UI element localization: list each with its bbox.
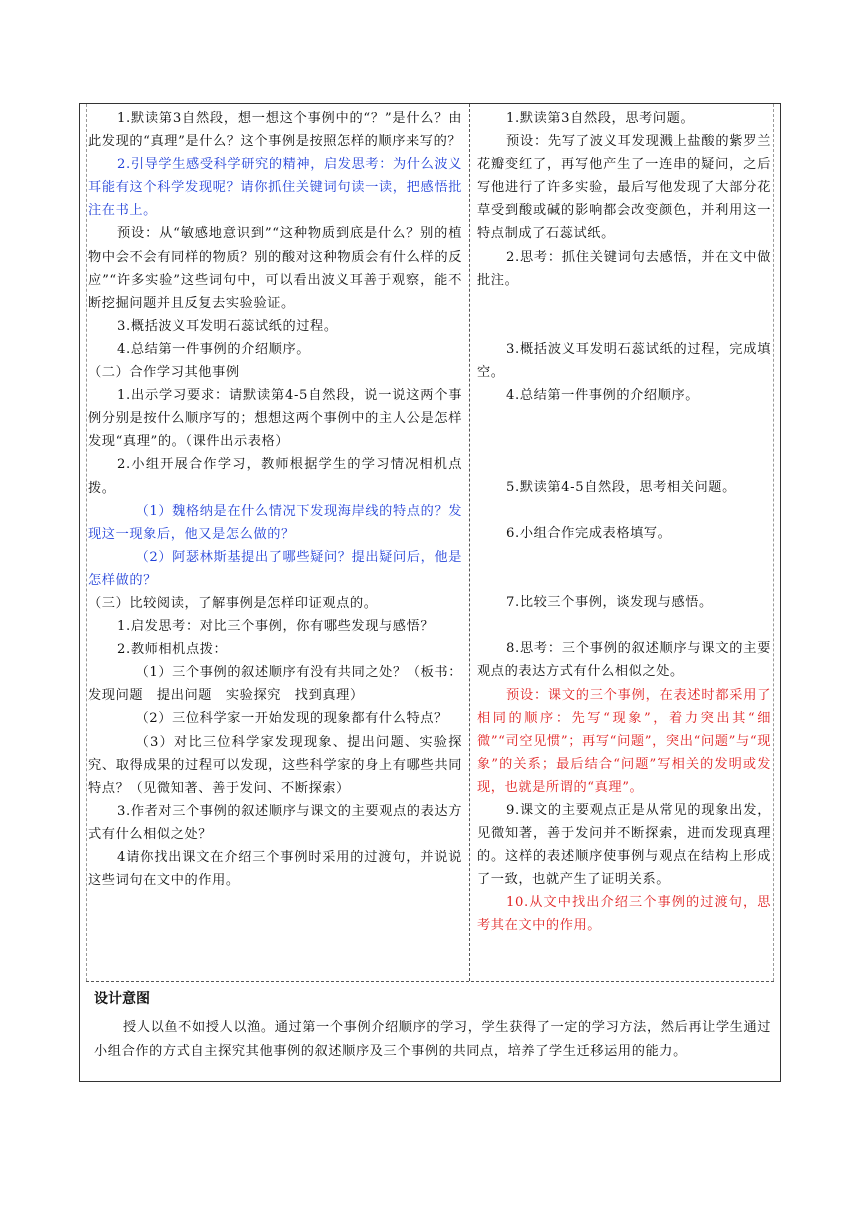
teacher-paragraph: 1.默读第3自然段，想一想这个事例中的“？”是什么？由此发现的“真理”是什么？这个事例是按照怎样的顺序来写的？ — [88, 111, 462, 150]
student-activity-column — [477, 107, 771, 938]
student-paragraph: 6.小组合作完成表格填写。 — [506, 526, 672, 542]
teacher-paragraph: 预设：从“敏感地意识到”“这种物质到底是什么？别的植物中会不会有同样的物质？别的酸对这种物质会有什么样的反应”“许多实验”这些词句中，可以看出波义耳善于观察，能不断挖掘问题并且反复去实验验证。 — [88, 226, 462, 311]
student-paragraph: 1.默读第3自然段，思考问题。 — [506, 111, 695, 126]
teacher-paragraph: 4.总结第一件事例的介绍顺序。 — [117, 341, 311, 357]
inner-border-right — [773, 104, 774, 981]
student-paragraph: 8.思考：三个事例的叙述顺序与课文的主要观点的表达方式有什么相似之处。 — [477, 641, 771, 680]
student-paragraph: 5.默读第4-5自然段，思考相关问题。 — [506, 480, 736, 496]
teacher-paragraph: （2）阿瑟林斯基提出了哪些疑问？提出疑问后，他是怎样做的？ — [88, 549, 462, 588]
teacher-paragraph: （2）三位科学家一开始发现的现象都有什么特点？ — [135, 711, 448, 727]
student-paragraph: 3.概括波义耳发明石蕊试纸的过程，完成填空。 — [477, 341, 771, 380]
teacher-paragraph: 2.小组开展合作学习，教师根据学生的学习情况相机点拨。 — [88, 457, 462, 496]
design-intent-title: 设计意图 — [94, 991, 150, 1007]
teacher-paragraph: 3.概括波义耳发明石蕊试纸的过程。 — [117, 318, 338, 334]
teacher-paragraph: （三）比较阅读，了解事例是怎样印证观点的。 — [88, 595, 378, 611]
teacher-paragraph: （1）魏格纳是在什么情况下发现海岸线的特点的？发现这一现象后，他又是怎么做的？ — [88, 503, 462, 542]
section-divider — [86, 981, 774, 982]
student-paragraph: 2.思考：抓住关键词句去感悟，并在文中做批注。 — [477, 249, 771, 288]
teacher-paragraph: （1）三个事例的叙述顺序有没有共同之处？（板书：发现问题 提出问题 实验探究 找到真理） — [88, 665, 462, 704]
column-divider — [469, 104, 470, 981]
student-paragraph: 9.课文的主要观点正是从常见的现象出发，见微知著，善于发问并不断探索，进而发现真理的。这样的表述顺序使事例与观点在结构上形成了一致，也就产生了证明关系。 — [477, 802, 771, 888]
teacher-activity-column — [88, 107, 462, 892]
teacher-paragraph: 2.教师相机点拨： — [117, 642, 228, 658]
teacher-paragraph: （3）对比三位科学家发现现象、提出问题、实验探究、取得成果的过程可以发现，这些科学家的身上有哪些共同特点？（见微知著、善于发问、不断探索） — [88, 734, 462, 796]
student-paragraph: 4.总结第一件事例的介绍顺序。 — [506, 387, 700, 403]
teacher-paragraph: 1.出示学习要求：请默读第4-5自然段，说一说这两个事例分别是按什么顺序写的；想想这两个事例中的主人公是怎样发现“真理”的。（课件出示表格） — [88, 388, 462, 450]
teacher-paragraph: 4请你找出课文在介绍三个事例时采用的过渡句，并说说这些词句在文中的作用。 — [88, 850, 462, 889]
design-intent-body: 授人以鱼不如授人以渔。通过第一个事例介绍顺序的学习，学生获得了一定的学习方法，然后再让学生通过小组合作的方式自主探究其他事例的叙述顺序及三个事例的共同点，培养了学生迁移运用的能力。 — [94, 1020, 772, 1059]
inner-border-left — [86, 104, 87, 981]
teacher-paragraph: 2.引导学生感受科学研究的精神，启发思考：为什么波义耳能有这个科学发现呢？请你抓住关键词句读一读，把感悟批注在书上。 — [88, 157, 462, 219]
teacher-paragraph: 1.启发思考：对比三个事例，你有哪些发现与感悟？ — [117, 619, 435, 635]
lesson-table — [79, 103, 781, 1082]
student-paragraph: 10.从文中找出介绍三个事例的过渡句，思考其在文中的作用。 — [477, 895, 771, 934]
student-paragraph: 预设：先写了波义耳发现溅上盐酸的紫罗兰花瓣变红了，再写他产生了一连串的疑问，之后写他进行了许多实验，最后写他发现了大部分花草受到酸或碱的影响都会改变颜色，并利用这一特点制成了石蕊试纸。 — [477, 134, 771, 242]
student-paragraph: 7.比较三个事例，谈发现与感悟。 — [506, 595, 713, 611]
student-paragraph: 预设：课文的三个事例，在表述时都采用了相同的顺序：先写“现象”，着力突出其“细微”“司空见惯”；再写“问题”，突出“问题”与“现象”的关系；最后结合“问题”写相关的发明或发现，也就是所谓的“真理”。 — [477, 687, 771, 795]
teacher-paragraph: 3.作者对三个事例的叙述顺序与课文的主要观点的表达方式有什么相似之处？ — [88, 803, 462, 842]
teacher-paragraph: （二）合作学习其他事例 — [88, 365, 240, 381]
